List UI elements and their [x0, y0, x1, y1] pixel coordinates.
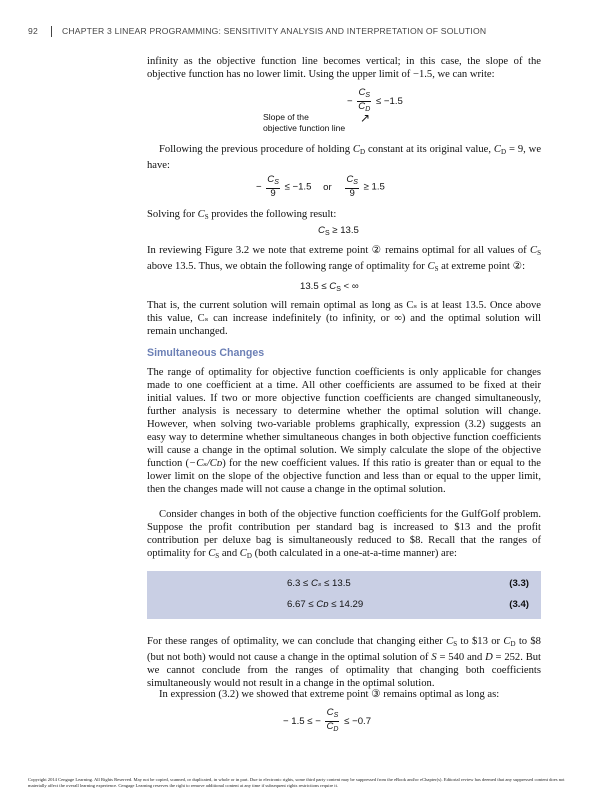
- eq1-den: C: [358, 101, 366, 112]
- eq4-cs: C: [329, 281, 337, 292]
- paragraph-1: infinity as the objective function line becomes vertical; in this case, the slope of the objective function has no lower limit. Using the upper limit of −1.5, we can write:: [147, 56, 541, 80]
- section-heading: Simultaneous Changes: [147, 347, 265, 359]
- para2-text-c: = 9, we have:: [147, 144, 542, 171]
- ranges-box: [147, 571, 541, 619]
- annotation-line-1: Slope of the: [263, 112, 309, 122]
- annotation-arrow-icon: ↗: [360, 111, 371, 125]
- para4-text-a: In reviewing Figure 3.2 we note that extreme point ② remains optimal for all values of: [147, 245, 531, 256]
- eq5-den: C: [326, 721, 334, 732]
- eq5-left: − 1.5 ≤ −: [283, 716, 321, 728]
- para3-text-b: provides the following result:: [208, 209, 337, 220]
- cs-subscript-5: S: [215, 552, 220, 560]
- eq1-rhs: ≤ −1.5: [375, 96, 403, 108]
- equation-cs-result: [318, 225, 359, 237]
- eq3-cs: C: [318, 225, 325, 236]
- eq2-right-den: 9: [349, 188, 355, 199]
- equation-number-3-4: (3.4): [509, 599, 529, 610]
- eq3-rhs: ≥ 13.5: [332, 225, 359, 236]
- eq4-left: 13.5 ≤: [300, 281, 330, 292]
- cs-symbol-4: C: [427, 261, 435, 272]
- eq1-den-sub: D: [365, 106, 371, 113]
- cs-symbol-5: C: [208, 548, 216, 559]
- para6-slope: −Cₛ/Cᴅ: [189, 458, 223, 469]
- cs-symbol: C: [197, 209, 205, 220]
- cs-subscript: S: [204, 213, 209, 221]
- para8-text-a: For these ranges of optimality, we can conclude that changing either: [147, 636, 447, 647]
- header-divider: [51, 26, 52, 37]
- annotation-line-2: objective function line: [263, 123, 346, 133]
- para7-text-a: Consider changes in both of the objective function coefficients for the GulfGolf problem. Suppose the profit contribution per standard bag is increased to $13 and the profit contribution per deluxe bag is simultaneously reduced to $8. Recall that the ranges of optimality for: [147, 509, 541, 559]
- para4-text-c: at extreme point ②:: [438, 261, 526, 272]
- para8-text-b: to $13 or: [457, 636, 504, 647]
- cd-subscript-3: D: [246, 552, 252, 560]
- para8-text-e: = 252. But we cannot conclude from the ranges of optimality that changing both coefficients simultaneously would not result in a change in the optimal solution.: [147, 652, 542, 689]
- eq2-right-rhs: ≥ 1.5: [363, 181, 385, 193]
- cd-subscript-4: D: [510, 640, 516, 648]
- para8-text-d: = 540 and: [436, 652, 486, 663]
- eq5-num: C: [326, 707, 334, 718]
- cd-symbol-2: C: [493, 144, 501, 155]
- eq3-cs-sub: S: [324, 230, 330, 237]
- equation-range-cs: [300, 281, 359, 293]
- row1-right: ≤ 13.5: [321, 578, 351, 589]
- running-header: [28, 26, 572, 40]
- cs-symbol-6: C: [446, 636, 454, 647]
- cs-subscript-6: S: [453, 640, 458, 648]
- paragraph-2: [147, 143, 541, 172]
- cs-subscript-3: S: [537, 249, 541, 257]
- para6-text-b: ) for the new coefficient values. If this ratio is greater than or equal to the lower limit on the slope of the objective function and less than or equal to the upper limit, then the changes made will not cause a change in the optimal solution.: [147, 458, 542, 495]
- cs-subscript-4: S: [434, 265, 439, 273]
- range-row-cd: [287, 599, 363, 610]
- row2-left: 6.67 ≤: [287, 599, 317, 610]
- para2-text-b: constant at its original value,: [365, 144, 494, 155]
- eq1-num-sub: S: [365, 92, 371, 99]
- eq2-right-fraction: [345, 175, 359, 199]
- eq4-cs-sub: S: [336, 286, 341, 293]
- row1-mid: Cₛ: [310, 578, 322, 589]
- para4-text-b: above 13.5. Thus, we obtain the following range of optimality for: [147, 261, 428, 272]
- row2-right: ≤ 14.29: [328, 599, 364, 610]
- paragraph-9: In expression (3.2) we showed that extreme point ③ remains optimal as long as:: [159, 689, 500, 700]
- equation-extreme-point-3: [283, 708, 371, 735]
- eq2-left-num: C: [267, 174, 275, 185]
- row2-mid: Cᴅ: [316, 599, 329, 610]
- paragraph-3: [147, 208, 541, 224]
- cd-symbol-3: C: [239, 548, 247, 559]
- paragraph-6: [147, 366, 541, 496]
- eq2-or: or: [323, 181, 332, 193]
- eq5-den-sub: D: [333, 726, 339, 733]
- eq4-right: < ∞: [340, 281, 359, 292]
- eq2-minus: −: [256, 181, 262, 193]
- copyright-footer: Copyright 2014 Cengage Learning. All Rights Reserved. May not be copied, scanned, or duplicated, in whole or in part. Due to electronic rights, some third party content may be suppressed from the eBook and/or eChapter(s). Editorial review has deemed that any suppressed content does not materially affect the overall learning experience. Cengage Learning reserves the right to remove additional content at any time if subsequent rights restrictions require it.: [28, 777, 565, 788]
- cd-symbol-4: C: [503, 636, 511, 647]
- page-number: 92: [28, 26, 38, 36]
- paragraph-4: [147, 244, 541, 276]
- para6-text-a: The range of optimality for objective function coefficients is only applicable for changes made to one coefficient at a time. All other coefficients are assumed to be fixed at their initial values. If two or more objective function coefficients are changed simultaneously, further analysis is necessary to determine whether the optimal solution will change. However, when solving two-variable problems graphically, expression (3.2) suggests an easy way to determine whether simultaneous changes in both objective function coefficients will cause a change in the optimal solution. We simply calculate the slope of the objective function (: [147, 367, 541, 469]
- chapter-title: CHAPTER 3 LINEAR PROGRAMMING: SENSITIVITY ANALYSIS AND INTERPRETATION OF SOLUTION: [62, 26, 487, 36]
- eq5-rhs: ≤ −0.7: [344, 716, 372, 728]
- para8-text-c: to $8 (but not both) would not cause a change in the optimal solution of: [147, 636, 541, 663]
- eq5-num-sub: S: [333, 712, 339, 719]
- eq5-fraction: [325, 708, 339, 735]
- eq1-num: C: [358, 87, 366, 98]
- var-d: D: [485, 652, 493, 663]
- para2-text-a: Following the previous procedure of holding: [159, 144, 353, 155]
- cs-symbol-3: C: [530, 245, 538, 256]
- para7-and: and: [219, 548, 240, 559]
- equation-slope-upper-limit: [347, 88, 403, 115]
- cd-subscript: D: [359, 148, 366, 156]
- slope-annotation: [263, 112, 345, 134]
- paragraph-7: [147, 508, 541, 563]
- range-row-cs: [287, 578, 351, 589]
- eq2-right-num-sub: S: [353, 179, 358, 186]
- eq2-left-num-sub: S: [274, 179, 279, 186]
- paragraph-5: That is, the current solution will remain optimal as long as Cₛ is at least 13.5. Once above this value, Cₛ can increase indefinitely (to infinity, or ∞) and the optimal solution will remain unchanged.: [147, 300, 541, 337]
- eq1-minus: −: [347, 96, 353, 108]
- eq2-left-fraction: [266, 175, 280, 199]
- para3-text-a: Solving for: [147, 209, 198, 220]
- paragraph-8: [147, 635, 541, 690]
- equation-cs-over-9: [256, 175, 385, 199]
- para7-text-b: (both calculated in a one-at-a-time manner) are:: [251, 548, 457, 559]
- cd-subscript-2: D: [501, 148, 507, 156]
- eq2-right-num: C: [346, 174, 354, 185]
- cd-symbol: C: [352, 144, 360, 155]
- eq2-left-rhs: ≤ −1.5: [284, 181, 312, 193]
- var-s: S: [431, 652, 437, 663]
- row1-left: 6.3 ≤: [287, 578, 311, 589]
- eq2-left-den: 9: [270, 188, 276, 199]
- equation-number-3-3: (3.3): [509, 578, 529, 589]
